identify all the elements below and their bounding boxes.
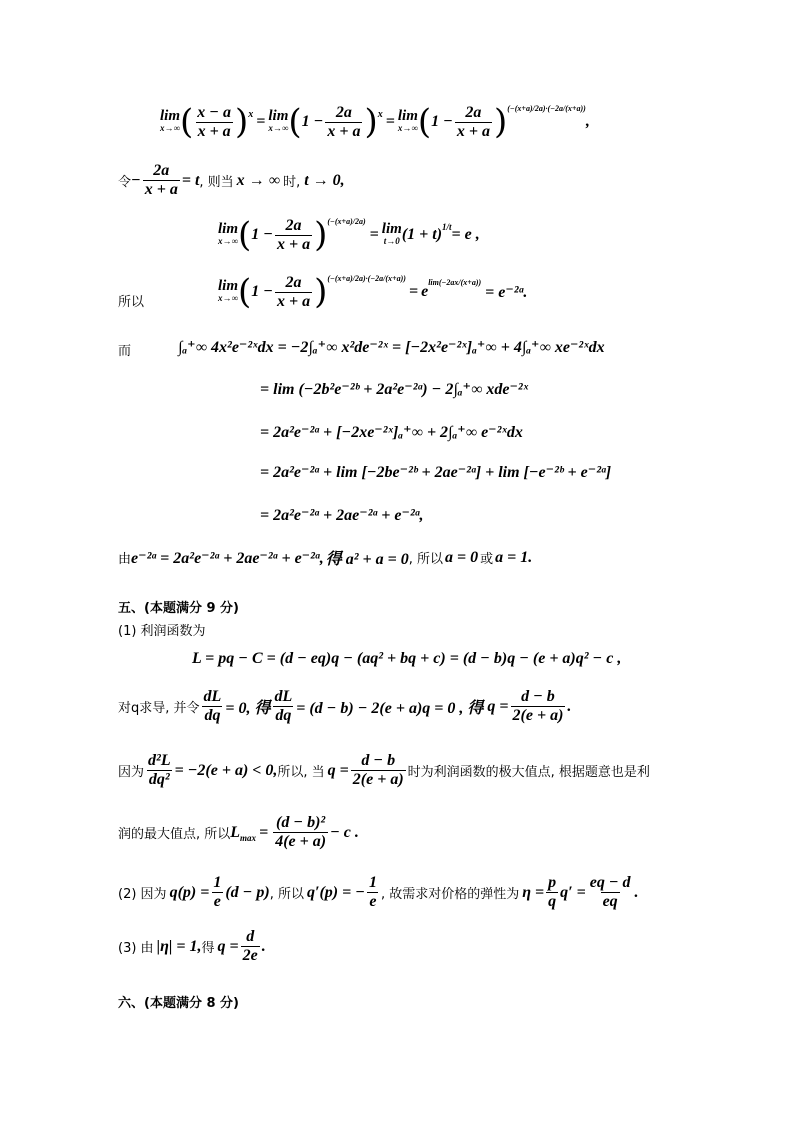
section-5-header: 五、(本题满分 9 分) <box>118 601 239 616</box>
part-3-line: (3) 由 |η| = 1, 得 q = $\frac{d}{2e}$ . <box>118 928 266 964</box>
fraction: $\frac{2a}{x + a}$ <box>327 103 361 140</box>
integral-line-3: = 2a²e⁻²ᵃ + [−2xe⁻²ˣ]ₐ⁺∞ + 2∫ₐ⁺∞ e⁻²ˣdx <box>260 424 523 441</box>
part-2-line: (2) 因为 q(p) = $\frac{1}{e}$ (d − p) , 所以 q′(p) = − $\frac{1}{e}$ , 故需求对价格的弹性为 η = $\frac{p}{q}$ q′ = $\frac{eq - d}{eq}$ . <box>118 874 639 910</box>
integral-line-2: = lim (−2b²e⁻²ᵇ + 2a²e⁻²ᵃ) − 2∫ₐ⁺∞ xde⁻²ˣ <box>260 381 529 398</box>
limit-result: lim x→∞ ( 1 − $\frac{2a}{x + a}$ ) (−(x+a)/2a)·(−2a/(x+a)) = e lim(−2ax/(x+a)) = e⁻²ᵃ. <box>218 272 528 312</box>
section-6-header: 六、(本题满分 8 分) <box>118 996 239 1011</box>
fraction: $\frac{2a}{x + a}$ <box>456 103 490 140</box>
lim-op: lim x→∞ <box>397 108 418 133</box>
limit-e: lim x→∞ ( 1 − $\frac{2a}{x + a}$ ) (−(x+a)/2a) = lim t→0 (1 + t) 1/t = e , <box>218 215 480 255</box>
fraction: $\frac{2a}{x + a}$ <box>144 162 178 198</box>
fraction: $\frac{dL}{dq}$ <box>203 688 222 724</box>
lim-op: lim x→∞ <box>218 278 239 303</box>
integral-line-1: ∫ₐ⁺∞ 4x²e⁻²ˣdx = −2∫ₐ⁺∞ x²de⁻²ˣ = [−2x²e⁻²ˣ]ₐ⁺∞ + 4∫ₐ⁺∞ xe⁻²ˣdx <box>178 339 605 356</box>
fraction: $\frac{eq - d}{eq}$ <box>589 874 631 910</box>
part-1-label: (1) 利润函数为 <box>118 624 206 639</box>
lim-op: lim x→∞ <box>268 108 289 133</box>
integral-line-4: = 2a²e⁻²ᵃ + lim [−2be⁻²ᵇ + 2ae⁻²ᵃ] + lim [−e⁻²ᵇ + e⁻²ᵃ] <box>260 464 612 481</box>
fraction: $\frac{2a}{x + a}$ <box>276 216 311 253</box>
fraction: $\frac{\text{d²L}}{\text{dq²}}$ <box>148 752 171 788</box>
max-profit-line: 润的最大值点, 所以 L max = $\frac{\text{(d − b)²}}{4(e + a)}$ − c . <box>118 814 359 850</box>
fraction: $\frac{d - b}{2(e + a)}$ <box>512 688 564 724</box>
integral-line-5: = 2a²e⁻²ᵃ + 2ae⁻²ᵃ + e⁻²ᵃ, <box>260 507 424 524</box>
fraction: $\frac{d - b}{2(e + a)}$ <box>352 752 404 788</box>
fraction: $\frac{p}{q}$ <box>548 874 557 910</box>
fraction: $\frac{dL}{dq}$ <box>274 688 293 724</box>
fraction: $\frac{d}{2e}$ <box>242 928 258 964</box>
derivative-line: 对 q求导, 并令 $\frac{dL}{dq}$ = 0, 得 $\frac{dL}{dq}$ = (d − b) − 2(e + a)q = 0 , 得 q = $\frac{d - b}{2(e + a)}$ . <box>118 688 572 724</box>
profit-function: L = pq − C = (d − eq)q − (aq² + bq + c) = (d − b)q − (e + a)q² − c , <box>192 650 622 667</box>
suoyi-label: 所以 <box>118 295 145 310</box>
fraction: $\frac{1}{e}$ <box>368 874 377 910</box>
fraction: $\frac{\text{(d − b)²}}{4(e + a)}$ <box>275 814 327 850</box>
fraction: $\frac{2a}{x + a}$ <box>276 273 311 310</box>
substitution-line: 令 − $\frac{2a}{x + a}$ = t , 则当 x → ∞ 时, t → 0, <box>118 162 345 198</box>
lim-op: lim t→0 <box>381 221 402 246</box>
fraction: $\frac{1}{e}$ <box>213 874 222 910</box>
limit-chain-1: lim x→∞ ( $\frac{x - a}{x + a}$ ) x = lim x→∞ ( 1 − $\frac{2a}{x + a}$ ) x = lim x→∞ ( 1 − $\frac{2a}{x + a}$ ) (−(x+a)/2a)·(−2a/(x+a)) , <box>160 102 590 142</box>
lim-op: lim x→∞ <box>218 221 239 246</box>
lim-op: lim x→∞ <box>160 108 181 133</box>
er-label: 而 <box>118 344 132 359</box>
second-derivative-line: 因为 $\frac{\text{d²L}}{\text{dq²}}$ = −2(e + a) < 0, 所以, 当 q = $\frac{d - b}{2(e + a)}$ 时为利润函数的极大值点, 根据题意也是利 <box>118 752 650 788</box>
final-equation: 由 e⁻²ᵃ = 2a²e⁻²ᵃ + 2ae⁻²ᵃ + e⁻²ᵃ, 得 a² + a = 0 , 所以 a = 0 或 a = 1. <box>118 548 533 568</box>
fraction: $\frac{x - a}{x + a}$ <box>197 103 231 140</box>
